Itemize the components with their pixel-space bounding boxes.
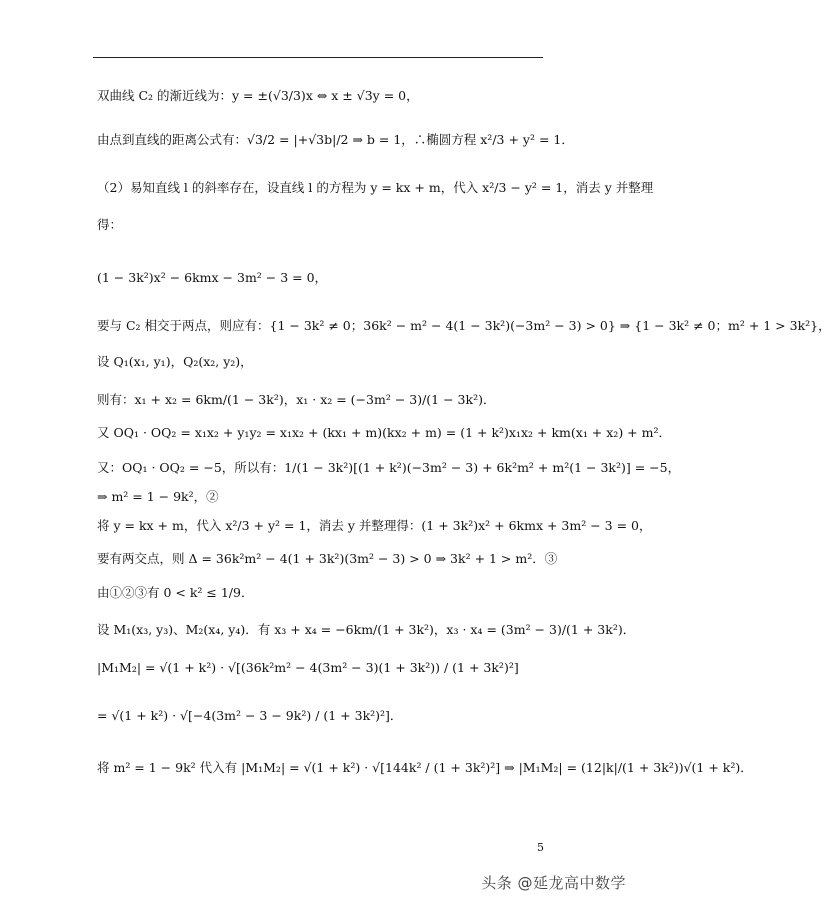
watermark: 头条 @延龙高中数学 (481, 874, 626, 892)
text-line: 设 Q₁(x₁, y₁)，Q₂(x₂, y₂)， (97, 354, 253, 369)
text-line: 又 OQ₁ · OQ₂ = x₁x₂ + y₁y₂ = x₁x₂ + (kx₁ + m)(kx₂ + m) = (1 + k²)x₁x₂ + km(x₁ + x₂) + m²． (97, 425, 671, 440)
text-line: = √(1 + k²) · √[−4(3m² − 3 − 9k²) / (1 + 3k²)²]． (97, 708, 403, 723)
text-line: 设 M₁(x₃, y₃)、M₂(x₄, y₄)．有 x₃ + x₄ = −6km/(1 + 3k²)，x₃ · x₄ = (3m² − 3)/(1 + 3k²)． (97, 622, 636, 637)
text-line: 则有：x₁ + x₂ = 6km/(1 − 3k²)，x₁ · x₂ = (−3m² − 3)/(1 − 3k²)． (97, 392, 496, 407)
header-rule (93, 57, 543, 58)
text-line: 将 m² = 1 − 9k² 代入有 |M₁M₂| = √(1 + k²) · √[144k² / (1 + 3k²)²] ⇒ |M₁M₂| = (12|k|/(1 + 3k²))√(1 + k²)． (97, 760, 753, 775)
text-line: 要有两交点，则 Δ = 36k²m² − 4(1 + 3k²)(3m² − 3) > 0 ⇒ 3k² + 1 > m²．③ (97, 551, 558, 566)
text-line: （2）易知直线 l 的斜率存在，设直线 l 的方程为 y = kx + m，代入 x²/3 − y² = 1，消去 y 并整理 (97, 180, 654, 195)
text-line: 要与 C₂ 相交于两点，则应有：{1 − 3k² ≠ 0；36k² − m² − 4(1 − 3k²)(−3m² − 3) > 0} ⇒ {1 − 3k² ≠ 0；m² + 1 > 3k²}， (97, 318, 831, 333)
text-line: ⇒ m² = 1 − 9k²，② (97, 489, 219, 504)
text-line: 由点到直线的距离公式有：√3/2 = |+√3b|/2 ⇒ b = 1，∴椭圆方程 x²/3 + y² = 1． (97, 132, 574, 147)
text-line: 得： (97, 217, 123, 232)
page-number: 5 (537, 841, 544, 854)
text-line: 又：OQ₁ · OQ₂ = −5，所以有：1/(1 − 3k²)[(1 + k²)(−3m² − 3) + 6k²m² + m²(1 − 3k²)] = −5， (97, 460, 681, 475)
text-line: 双曲线 C₂ 的渐近线为：y = ±(√3/3)x ⇔ x ± √3y = 0， (97, 88, 419, 103)
text-line: 由①②③有 0 < k² ≤ 1/9． (97, 585, 254, 600)
text-line: |M₁M₂| = √(1 + k²) · √[(36k²m² − 4(3m² − 3)(1 + 3k²)) / (1 + 3k²)²] (97, 660, 519, 675)
text-line: (1 − 3k²)x² − 6kmx − 3m² − 3 = 0， (97, 270, 328, 285)
text-line: 将 y = kx + m，代入 x²/3 + y² = 1，消去 y 并整理得：(1 + 3k²)x² + 6kmx + 3m² − 3 = 0， (97, 518, 652, 533)
